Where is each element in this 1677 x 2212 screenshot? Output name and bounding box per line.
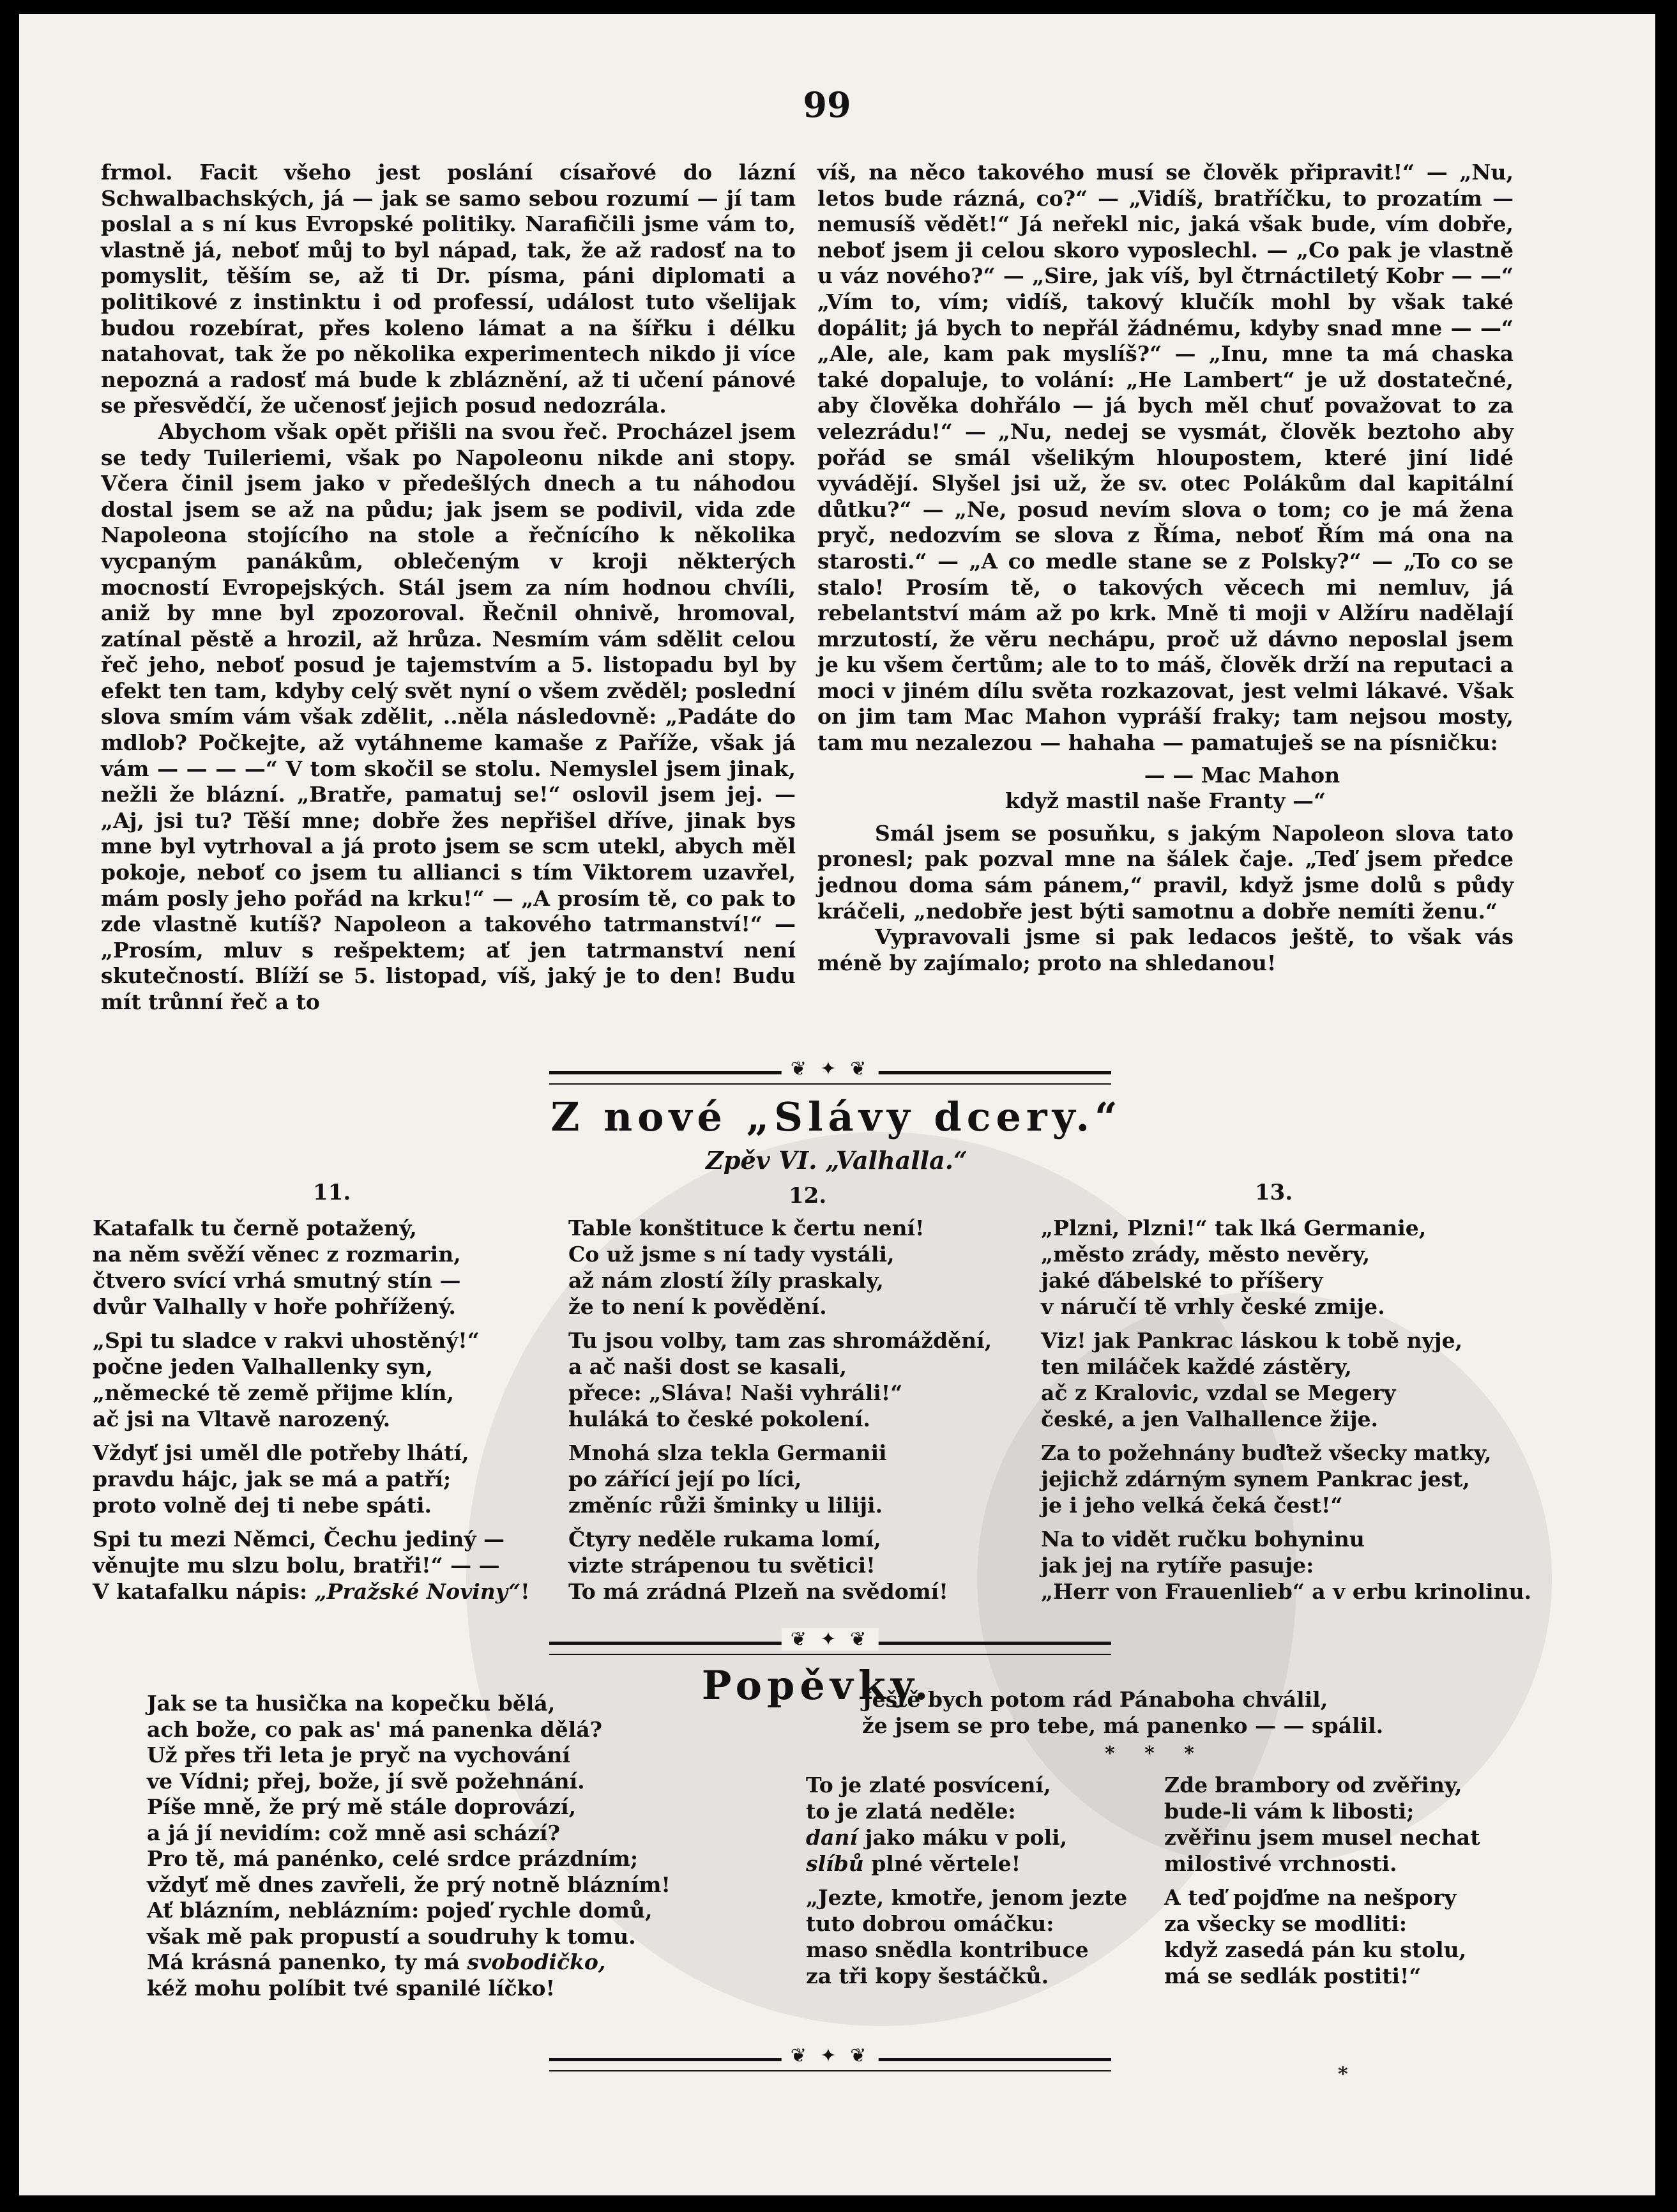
- sonnet-quatrain: [93, 1327, 552, 1432]
- verse-line: vizte strápenou tu světici!: [568, 1553, 876, 1578]
- verse-line: Vždyť jsi uměl dle potřeby lhátí,: [93, 1440, 469, 1465]
- sonnet-tercet: [93, 1526, 552, 1605]
- verse-line: proto volně dej ti nebe spáti.: [93, 1493, 432, 1518]
- verse-line: jaké ďábelské to příšery: [1041, 1268, 1323, 1293]
- sonnet-quatrain: [568, 1327, 1028, 1432]
- verse-line: kéž mohu políbit tvé spanilé líčko!: [147, 1975, 556, 2001]
- sonnet-quatrain: [93, 1215, 552, 1320]
- verse-line: milostivé vrchnosti.: [1164, 1851, 1397, 1876]
- verse-line: ač jsi na Vltavě narozený.: [93, 1407, 391, 1431]
- verse-line: za všecky se modliti:: [1164, 1911, 1408, 1936]
- stanza-number: 11.: [313, 1180, 351, 1205]
- stanza-number: 13.: [1255, 1180, 1293, 1205]
- sonnet-tercet: [93, 1440, 552, 1518]
- verse-line: vždyť mě dnes zavřeli, že prý notně blázním!: [147, 1872, 671, 1897]
- verse-line: je i jeho velká čeká čest!“: [1041, 1493, 1343, 1518]
- right-column-text: [817, 160, 1514, 976]
- verse-line: Jak se ta husička na kopečku bělá,: [147, 1691, 556, 1716]
- sonnet-13: [1041, 1215, 1532, 1612]
- verse-line: To je zlaté posvícení,: [806, 1773, 1051, 1797]
- verse-line: a já jí nevidím: což mně asi schází?: [147, 1820, 560, 1845]
- verse-line: v náručí tě vrhly české zmije.: [1041, 1294, 1385, 1319]
- verse-line: slíbů plné věrtele!: [806, 1851, 1021, 1876]
- verse-line: Píše mně, že prý mě stále doprovází,: [147, 1794, 577, 1819]
- ornamental-divider: [549, 2058, 1111, 2071]
- verse-line: Ať blázním, neblázním: pojeď rychle domů,: [147, 1898, 653, 1923]
- verse-line: „Jezte, kmotře, jenom jezte: [806, 1885, 1128, 1910]
- verse-line: že to není k povědění.: [568, 1294, 827, 1319]
- verse-line: To má zrádná Plzeň na svědomí!: [568, 1579, 948, 1604]
- popevky-couplet: [862, 1686, 1533, 1739]
- verse-line: to je zlatá neděle:: [806, 1799, 1016, 1824]
- left-column-text: [101, 160, 796, 1016]
- sonnet-11: [93, 1215, 552, 1612]
- verse-line: jak jej na rytíře pasuje:: [1041, 1553, 1314, 1578]
- verse-line: bude-li vám k libosti;: [1164, 1799, 1415, 1824]
- verse-line: Tu jsou volby, tam zas shromáždění,: [568, 1328, 992, 1353]
- sonnet-quatrain: [568, 1215, 1028, 1320]
- poem-title: Z nové „Slávy dcery.“: [550, 1094, 1123, 1140]
- verse-line: věnujte mu slzu bolu, bratři!“ — —: [93, 1553, 500, 1578]
- verse-line: však mě pak propustí a soudruhy k tomu.: [147, 1923, 636, 1949]
- verse-line: má se sedlák postiti!“: [1164, 1964, 1422, 1988]
- popevky-middle-poem: [806, 1772, 1164, 1989]
- verse-line: maso snědla kontribuce: [806, 1937, 1089, 1962]
- poem-subtitle: Zpěv VI. „Valhalla.“: [706, 1146, 968, 1175]
- popevky-title: Popěvky.: [701, 1662, 934, 1709]
- verse-line: daní jako máku v poli,: [806, 1825, 1068, 1850]
- verse-line: „německé tě země přijme klín,: [93, 1380, 454, 1405]
- verse-line: ach bože, co pak as' má panenka dělá?: [147, 1716, 602, 1742]
- verse-line: Už přes tři leta je pryč na vychování: [147, 1743, 570, 1767]
- popevky-right-poem: [1164, 1772, 1522, 1997]
- paragraph: frmol. Facit všeho jest poslání císařové do lázní Schwalbachských, já — jak se samo sebou rozumí — jí tam poslal a s ní kus Evropské politiky. Narafičili jsme vám to, vlastně já, neboť můj to byl nápad, tak, že až radosť na to pomyslit, těším se, až ti Dr. písma, páni diplomati a politikové z instinktu i od professí, událost tuto všelijak budou rozebírat, přes koleno lámat a na šířku i délku natahovat, tak že po několika experimentech nikdo ji více nepozná a radosť má bude k zbláznění, až ti učení pánové se přesvědčí, že učenosť jejich posud nedozrála.: [101, 160, 796, 418]
- paragraph: víš, na něco takového musí se člověk připravit!“ — „Nu, letos bude rázná, co?“ — „Vidíš, bratříčku, to prozatím — nemusíš vědět!“ Já neřekl nic, jaká však bude, vím dobře, neboť jsem ji celou skoro vyposlechl. — „Co pak je vlastně u váz nového?“ — „Sire, jak víš, byl čtrnáctiletý Kobr — —“ „Vím to, vím; vidíš, takový klučík mohl by však také dopálit; já bych to nepřál žádnému, kdyby snad mne — —“ „Ale, ale, kam pak myslíš?“ — „Inu, mne ta má chaska také dopaluje, to volání: „He Lambert“ je už dostatečné, aby člověka dohřálo — já bych měl chuť považovat to za velezrádu!“ — „Nu, nedej se vysmát, člověk beztoho aby pořád se smál všelikým hloupostem, které jiní lidé vyvádějí. Slyšel jsi už, že sv. otec Polákům dal kapitální důtku?“ — „Ne, posud nevím slova o tom; co je má žena pryč, nedozvím se slova z Říma, neboť Řím má ona na starosti.“ — „A co medle stane se z Polsky?“ — „To co se stalo! Prosím tě, o takových věcech mi nemluv, já rebelantství mám až po krk. Mně ti moji v Alžíru nadělají mrzutostí, že věru nechápu, proč už dávno neposlal jsem je ku všem čertům; ale to to máš, člověk drží na reputaci a moci v jiném dílu světa rozkazovat, jest velmi lákavé. Však on jim tam Mac Mahon vypráší fraky; tam nejsou mosty, tam mu nezalezou — hahaha — pamatuješ se na písničku:: [817, 160, 1514, 756]
- verse-line: Na to vidět ručku bohyninu: [1041, 1527, 1365, 1552]
- verse-line: Má krásná panenko, ty má svobodičko,: [147, 1949, 606, 1974]
- popevky-left-poem: [147, 1691, 817, 2001]
- sonnet-tercet: [1041, 1526, 1532, 1605]
- paragraph: Vypravovali jsme si pak ledacos ještě, to však vás méně by zajímalo; proto na shledanou!: [817, 924, 1514, 975]
- verse-line: po zářící její po líci,: [568, 1467, 802, 1491]
- verse-quote: [817, 763, 1514, 814]
- verse-line: když zasedá pán ku stolu,: [1164, 1937, 1467, 1962]
- verse-line: ač z Kralovic, vzdal se Megery: [1041, 1380, 1396, 1405]
- verse-line: Co už jsme s ní tady vystáli,: [568, 1242, 895, 1267]
- verse-line: Pro tě, má panénko, celé srdce prázdním;: [147, 1846, 639, 1871]
- ornamental-divider: [549, 1071, 1111, 1085]
- verse-line: změníc růži šminky u liliji.: [568, 1493, 883, 1518]
- verse-line: Mnohá slza tekla Germanii: [568, 1440, 887, 1465]
- sonnet-tercet: [568, 1440, 1028, 1518]
- verse-line: V katafalku nápis: „Pražské Noviny“!: [93, 1579, 530, 1604]
- verse-line: ve Vídni; přej, bože, jí svě požehnání.: [147, 1768, 585, 1794]
- verse-line: Viz! jak Pankrac láskou k tobě nyje,: [1041, 1328, 1463, 1353]
- verse-line: za tři kopy šestáčků.: [806, 1964, 1049, 1988]
- section-asterisks: * * *: [1105, 1743, 1206, 1765]
- stanza-number: 12.: [789, 1183, 827, 1209]
- verse-line: čtvero svící vrhá smutný stín —: [93, 1268, 461, 1293]
- page-number: 99: [803, 84, 851, 125]
- sonnet-quatrain: [1041, 1327, 1526, 1432]
- verse-line: „Herr von Frauenlieb“ a v erbu krinolinu.: [1041, 1579, 1532, 1604]
- verse-line: přece: „Sláva! Naši vyhráli!“: [568, 1380, 903, 1405]
- verse-line: že jsem se pro tebe, má panenko — — spálil.: [862, 1713, 1384, 1738]
- verse-line: „Spi tu sladce v rakvi uhostěný!“: [93, 1328, 480, 1353]
- verse-line: české, a jen Valhallence žije.: [1041, 1407, 1378, 1431]
- ornamental-divider: [549, 1642, 1111, 1655]
- verse-line: až nám zlostí žíly praskaly,: [568, 1268, 884, 1293]
- end-asterisk: *: [1338, 2063, 1360, 2086]
- sonnet-tercet: [568, 1526, 1028, 1605]
- verse-line: Katafalk tu černě potažený,: [93, 1216, 417, 1240]
- verse-line: Zde brambory od zvěřiny,: [1164, 1773, 1462, 1797]
- verse-line: Ještě bych potom rád Pánaboha chválil,: [862, 1687, 1328, 1712]
- newspaper-name: „Pražské Noviny“: [314, 1579, 521, 1604]
- verse-line: když mastil naše Franty —“: [1005, 788, 1326, 814]
- verse-line: „Plzni, Plzni!“ tak lká Germanie,: [1041, 1216, 1427, 1240]
- verse-line: Table konštituce k čertu není!: [568, 1216, 925, 1240]
- verse-line: počne jeden Valhallenky syn,: [93, 1354, 433, 1379]
- verse-line: jejichž zdárným synem Pankrac jest,: [1041, 1467, 1470, 1491]
- verse-line: na něm svěží věnec z rozmarin,: [93, 1242, 461, 1267]
- verse-line: ten miláček každé zástěry,: [1041, 1354, 1352, 1379]
- paragraph: Smál jsem se posuňku, s jakým Napoleon slova tato pronesl; pak pozval mne na šálek čaje. „Teď jsem předce jednou doma sám pánem,“ pravil, když jsme dolů s půdy kráčeli, „nedobře jest býti samotnu a dobře nemíti ženu.“: [817, 820, 1514, 924]
- verse-line: „město zrády, město nevěry,: [1041, 1242, 1370, 1267]
- verse-group: [1164, 1772, 1522, 1877]
- verse-line: huláká to české pokolení.: [568, 1407, 870, 1431]
- newspaper-page: [19, 14, 1655, 2195]
- verse-group: [1164, 1884, 1522, 1989]
- verse-line: Spi tu mezi Němci, Čechu jediný —: [93, 1527, 505, 1552]
- verse-line: pravdu hájc, jak se má a patří;: [93, 1467, 452, 1491]
- paragraph: Abychom však opět přišli na svou řeč. Procházel jsem se tedy Tuileriemi, však po Napoleonu nikde ani stopy. Včera činil jsem jako v předešlých dnech a tu náhodou dostal jsem se až na půdu; jak jsem se podivil, vida zde Napoleona stojícího na stole a řečnícího k několika vycpaným panákům, oblečeným v kroji některých mocností Evropejských. Stál jsem za ním hodnou chvíli, aniž by mne byl zpozoroval. Řečnil ohnivě, hromoval, zatínal pěstě a hrozil, až hrůza. Nesmím vám sdělit celou řeč jeho, neboť posud je tajemstvím a 5. listopadu byl by efekt ten tam, kdyby celý svět nyní o všem zvěděl; poslední slova smím vám však zdělit, ..něla následovně: „Padáte do mdlob? Počkejte, až vytáhneme kamaše z Paříže, však já vám — — — —“ V tom skočil se stolu. Nemyslel jsem jinak, nežli že blázní. „Bratře, pamatuj se!“ oslovil jsem jej. — „Aj, jsi tu? Těší mne; dobře žes nepřišel dříve, jinak bys mne byl vytrhoval a já proto jsem se scm utekl, abych měl pokoje, neboť co jsem tu allianci s tím Viktorem uzavřel, mám posly jeho pořád na krku!“ — „A prosím tě, co pak to zde vlastně kutíš? Napoleon a takového tatrmanství!“ — „Prosím, mluv s rešpektem; ať jen tatrmanství není skutečností. Blíží se 5. listopad, víš, jaký je to den! Budu mít trůnní řeč a to: [101, 418, 796, 1014]
- verse-line: Za to požehnány buďtež všecky matky,: [1041, 1440, 1492, 1465]
- sonnet-tercet: [1041, 1440, 1526, 1518]
- sonnet-12: [568, 1215, 1028, 1612]
- verse-line: A teď pojďme na nešpory: [1164, 1885, 1457, 1910]
- sonnet-quatrain: [1041, 1215, 1526, 1320]
- verse-line: a ač naši dost se kasali,: [568, 1354, 847, 1379]
- verse-line: tuto dobrou omáčku:: [806, 1911, 1054, 1936]
- verse-line: zvěřinu jsem musel nechat: [1164, 1825, 1480, 1850]
- verse-line: — — Mac Mahon: [1144, 762, 1340, 788]
- verse-line: dvůr Valhally v hoře pohřížený.: [93, 1294, 456, 1319]
- verse-line: Čtyry neděle rukama lomí,: [568, 1527, 881, 1552]
